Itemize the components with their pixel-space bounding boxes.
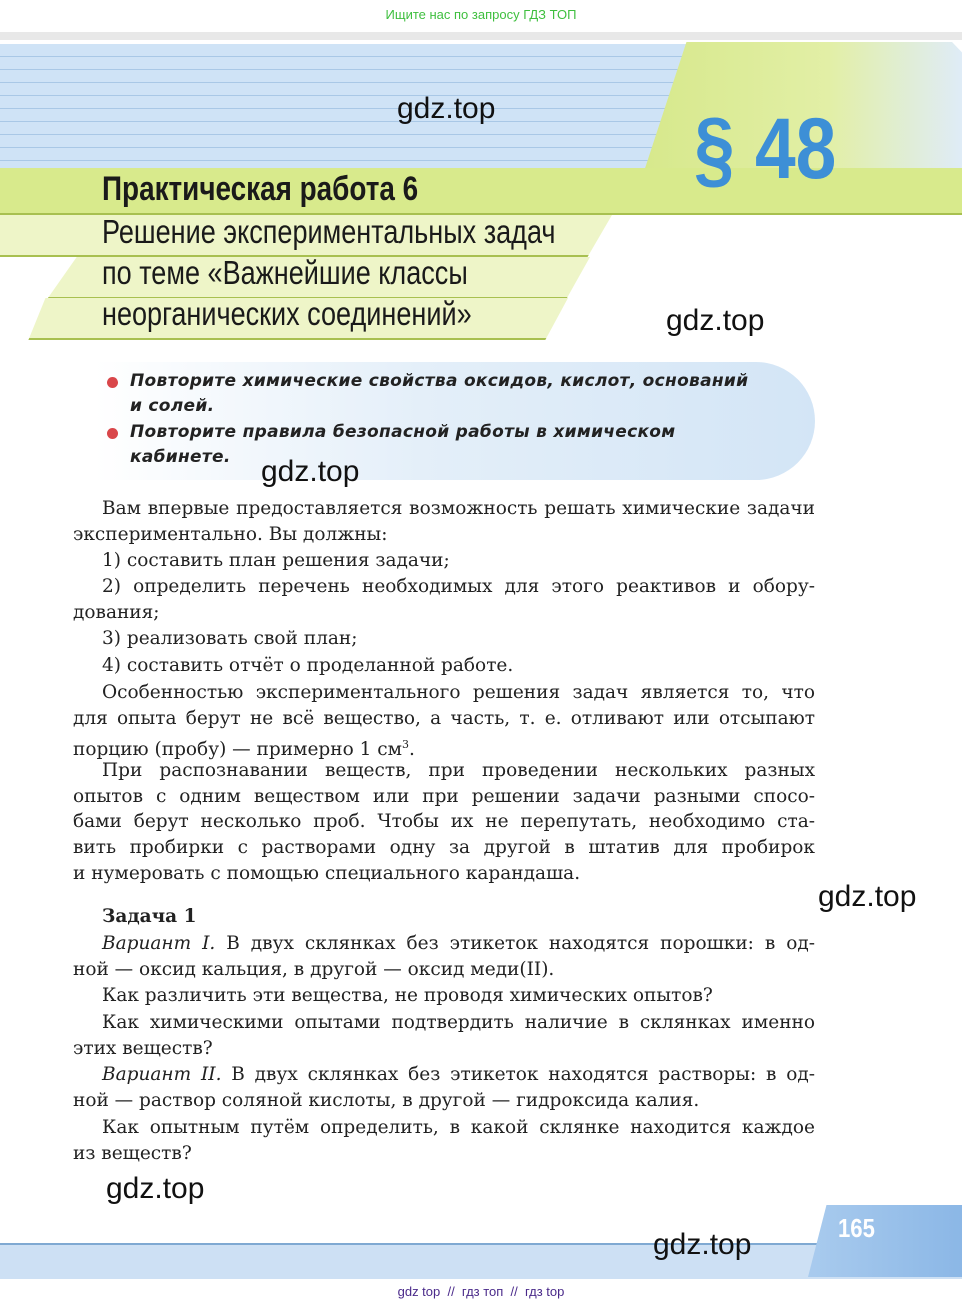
watermark: gdz.top	[106, 1172, 205, 1205]
list-item: 3) реализовать свой план;	[102, 628, 358, 649]
text: .	[409, 739, 415, 761]
watermark: gdz.top	[653, 1228, 752, 1261]
page-title: Практическая работа 6	[102, 170, 419, 208]
text-line: Как различить эти вещества, не проводя химических опытов?	[102, 985, 713, 1006]
bullet-icon	[107, 377, 118, 388]
text-line: для опыта берут не всё вещество, а часть, т. е. отливают или отсыпают	[73, 708, 815, 729]
superscript: 3	[402, 738, 409, 751]
watermark: gdz.top	[261, 455, 360, 488]
text-line: опытов с одним веществом или при решении задачи разными спосо-	[73, 786, 815, 807]
list-item: дования;	[73, 602, 160, 623]
header-stripes	[0, 44, 742, 168]
page-number: 165	[838, 1213, 875, 1243]
list-item: 1) составить план решения задачи;	[102, 550, 450, 571]
list-item: 2) определить перечень необходимых для этого реактивов и обору-	[102, 576, 815, 597]
text-line: бами берут несколько проб. Чтобы их не перепутать, необходимо ста-	[73, 811, 815, 832]
subtitle-line: неорганических соединений»	[102, 295, 472, 332]
text-line: ной — оксид кальция, в другой — оксид меди(II).	[73, 959, 555, 980]
search-hint: Ищите нас по запросу ГДЗ ТОП	[385, 7, 577, 22]
text-line: из веществ?	[73, 1143, 192, 1164]
text-line: ной — раствор соляной кислоты, в другой — гидроксида калия.	[73, 1090, 700, 1111]
variant-label: Вариант II.	[102, 1064, 222, 1085]
text: порцию (пробу) — примерно 1 см	[73, 739, 402, 761]
top-divider	[0, 32, 962, 40]
list-item: 4) составить отчёт о проделанной работе.	[102, 655, 514, 676]
text-line: вить пробирки с растворами одну за другой в штатив для пробирок	[73, 837, 815, 858]
text-line	[73, 733, 815, 762]
subtitle-line: Решение экспериментальных задач	[102, 213, 556, 250]
text-line: Как опытным путём определить, в какой склянке находится каждое	[102, 1117, 815, 1138]
reminder-item: кабинете.	[130, 447, 231, 467]
text: В двух склянках без этикеток находятся растворы: в од-	[221, 1064, 815, 1085]
text-line: При распознавании веществ, при проведении нескольких разных	[102, 760, 815, 781]
section-number: § 48	[694, 101, 837, 197]
text-line: экспериментально. Вы должны:	[73, 524, 388, 545]
watermark: gdz.top	[397, 92, 496, 125]
bullet-icon	[107, 428, 118, 439]
subtitle-line: по теме «Важнейшие классы	[102, 254, 468, 291]
text: В двух склянках без этикеток находятся порошки: в од-	[215, 933, 815, 954]
text-line	[102, 1063, 815, 1087]
footer-links: gdz top // гдз топ // гдз top	[397, 1284, 565, 1299]
text-line: этих веществ?	[73, 1038, 213, 1059]
text-line	[102, 932, 815, 956]
task-heading: Задача 1	[102, 906, 197, 927]
text-line: Вам впервые предоставляется возможность решать химические задачи	[102, 498, 815, 519]
reminder-item: и солей.	[130, 396, 215, 416]
watermark: gdz.top	[666, 304, 765, 337]
watermark: gdz.top	[818, 880, 917, 913]
variant-label: Вариант I.	[102, 933, 216, 954]
text-line: и нумеровать с помощью специального карандаша.	[73, 863, 581, 884]
text-line: Как химическими опытами подтвердить наличие в склянках именно	[102, 1012, 815, 1033]
text-line: Особенностью экспериментального решения задач является то, что	[102, 682, 815, 703]
page-number-tab	[808, 1205, 962, 1277]
reminder-item: Повторите химические свойства оксидов, кислот, оснований	[130, 371, 749, 391]
reminder-item: Повторите правила безопасной работы в химическом	[130, 422, 676, 442]
